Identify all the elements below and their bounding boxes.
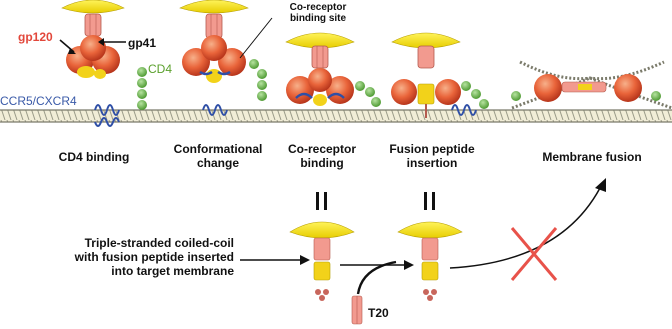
equals-mark-2 (424, 192, 435, 210)
stage3-env-complex (286, 33, 354, 106)
coreceptor-site-label (290, 2, 347, 24)
stage2-cd4 (249, 59, 267, 101)
stage-4-line2: insertion (406, 156, 458, 170)
stage1-cd4 (137, 67, 147, 110)
stage-2-line1: Conformational (173, 142, 263, 156)
ccr5-cxcr4-label: CCR5/CXCR4 (0, 94, 77, 108)
t20-label: T20 (368, 306, 389, 320)
stage-3-line2: binding (300, 156, 344, 170)
stage-3-line1: Co-receptor (287, 142, 357, 156)
coreceptor-site-line1: Co-receptor (289, 2, 347, 13)
stage-2-line2: change (196, 156, 240, 170)
stage-label-cd4-binding (59, 150, 130, 164)
stage-label-conformational (174, 142, 263, 170)
stage-1-line1: CD4 binding (58, 150, 130, 164)
block-x-icon (512, 228, 556, 280)
stage-label-fusion-peptide (389, 142, 474, 170)
stage4-cd4 (461, 81, 489, 109)
stage1-env-complex (62, 0, 124, 79)
coiled-coil-description (72, 236, 234, 278)
arrow-text-to-structure (240, 255, 310, 265)
stage-label-coreceptor (288, 142, 356, 170)
coiled-coil-line2: with fusion peptide inserted (74, 250, 234, 264)
coiled-coil-line3: into target membrane (111, 264, 234, 278)
gp41-label: gp41 (128, 36, 157, 50)
stage2-env-complex (180, 0, 248, 83)
stage-4-line1: Fusion peptide (389, 142, 475, 156)
coreceptor-site-line2: binding site (289, 13, 347, 24)
stage3-cd4 (355, 81, 381, 107)
t20-peptide (352, 296, 362, 324)
arrow-to-membrane-fusion (450, 178, 606, 268)
stage5-fusion (511, 62, 672, 108)
stage-label-membrane-fusion (542, 150, 641, 164)
cd4-label: CD4 (148, 62, 173, 76)
equals-mark-1 (316, 192, 327, 210)
stage4-env-complex (391, 33, 461, 118)
arrow-t20-binding (358, 262, 396, 294)
bottom-structure-2 (398, 222, 462, 301)
bottom-structure-1 (290, 222, 354, 301)
stage-5-line1: Membrane fusion (542, 150, 642, 164)
coiled-coil-line1: Triple-stranded coiled-coil (84, 236, 234, 250)
gp120-label: gp120 (18, 30, 53, 44)
